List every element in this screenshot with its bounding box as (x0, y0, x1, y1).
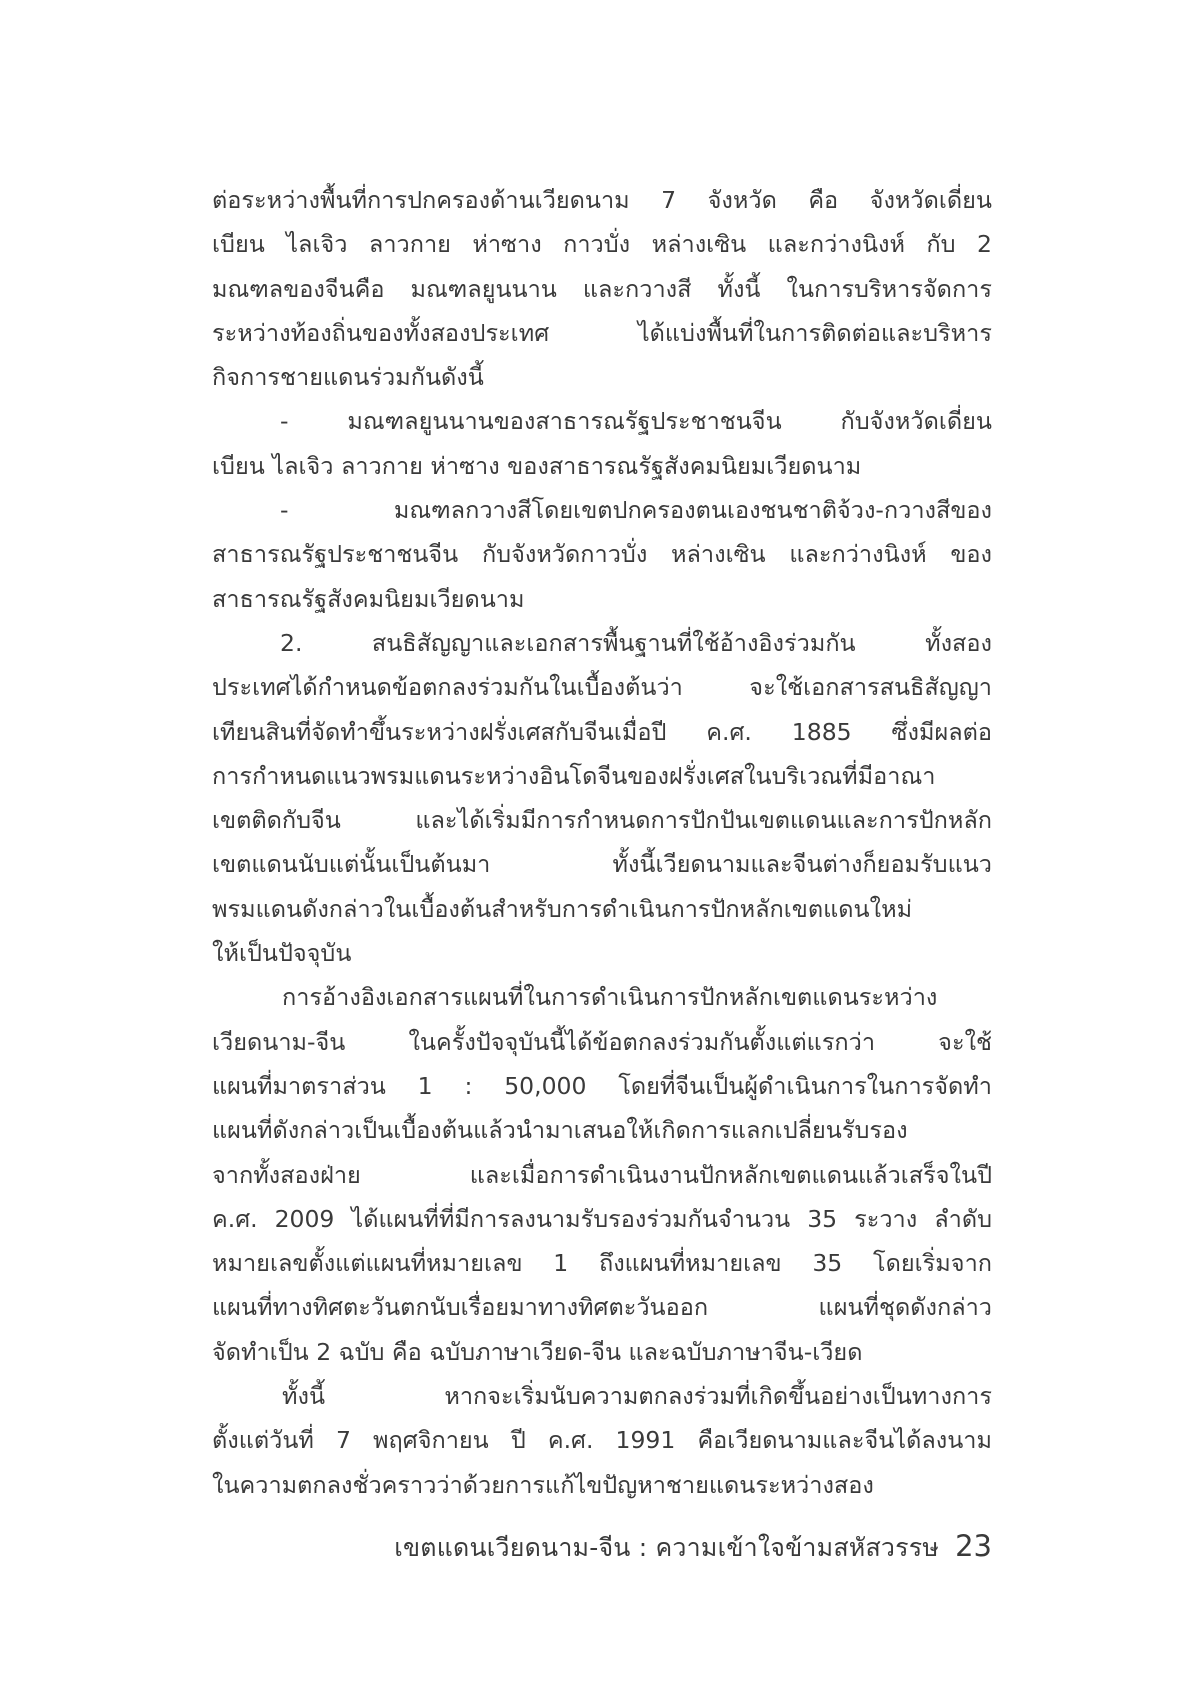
page-number: 23 (955, 1529, 992, 1563)
text-line: จัดทำเป็น 2 ฉบับ คือ ฉบับภาษาเวียด-จีน และฉบับภาษาจีน-เวียด (212, 1337, 863, 1366)
text-line: เบียน ไลเจิว ลาวกาย ห่าซาง กาวบั่ง หล่างเซิน และกว่างนิงห์ กับ 2 (212, 230, 992, 259)
text-line: - มณฑลกวางสีโดยเขตปกครองตนเองชนชาติจ้วง-กวางสีของ (280, 496, 992, 525)
text-line: ให้เป็นปัจจุบัน (212, 939, 352, 968)
text-line: ในความตกลงชั่วคราวว่าด้วยการแก้ไขปัญหาชายแดนระหว่างสอง (212, 1470, 874, 1499)
text-line: เทียนสินที่จัดทำขึ้นระหว่างฝรั่งเศสกับจีนเมื่อปี ค.ศ. 1885 ซึ่งมีผลต่อ (212, 717, 992, 746)
text-line: ค.ศ. 2009 ได้แผนที่ที่มีการลงนามรับรองร่วมกันจำนวน 35 ระวาง ลำดับ (212, 1204, 992, 1233)
body-text (212, 178, 992, 1507)
running-title: เขตแดนเวียดนาม-จีน : ความเข้าใจข้ามสหัสวรรษ (394, 1533, 940, 1562)
page-footer (212, 1528, 992, 1568)
text-line: กิจการชายแดนร่วมกันดังนี้ (212, 363, 484, 392)
text-line: ทั้งนี้ หากจะเริ่มนับความตกลงร่วมที่เกิดขึ้นอย่างเป็นทางการ (282, 1382, 992, 1411)
text-line: ระหว่างท้องถิ่นของทั้งสองประเทศ ได้แบ่งพื้นที่ในการติดต่อและบริหาร (212, 318, 992, 347)
text-line: สาธารณรัฐสังคมนิยมเวียดนาม (212, 584, 525, 613)
text-line: ตั้งแต่วันที่ 7 พฤศจิกายน ปี ค.ศ. 1991 คือเวียดนามและจีนได้ลงนาม (212, 1426, 992, 1455)
text-line: - มณฑลยูนนานของสาธารณรัฐประชาชนจีน กับจังหวัดเดี่ยน (280, 407, 992, 436)
text-line: พรมแดนดังกล่าวในเบื้องต้นสำหรับการดำเนินการปักหลักเขตแดนใหม่ (212, 894, 913, 923)
text-line: เขตแดนนับแต่นั้นเป็นต้นมา ทั้งนี้เวียดนามและจีนต่างก็ยอมรับแนว (212, 850, 992, 879)
text-line: มณฑลของจีนคือ มณฑลยูนนาน และกวางสี ทั้งนี้ ในการบริหารจัดการ (212, 274, 992, 303)
text-line: แผนที่ทางทิศตะวันตกนับเรื่อยมาทางทิศตะวันออก แผนที่ชุดดังกล่าว (212, 1293, 992, 1322)
text-line: แผนที่ดังกล่าวเป็นเบื้องต้นแล้วนำมาเสนอให้เกิดการแลกเปลี่ยนรับรอง (212, 1116, 908, 1145)
text-line: ต่อระหว่างพื้นที่การปกครองด้านเวียดนาม 7 จังหวัด คือ จังหวัดเดี่ยน (212, 186, 992, 214)
text-line: การกำหนดแนวพรมแดนระหว่างอินโดจีนของฝรั่งเศสในบริเวณที่มีอาณา (212, 761, 936, 790)
text-line: ประเทศได้กำหนดข้อตกลงร่วมกันในเบื้องต้นว่า จะใช้เอกสารสนธิสัญญา (212, 673, 992, 702)
text-line: เวียดนาม-จีน ในครั้งปัจจุบันนี้ได้ข้อตกลงร่วมกันตั้งแต่แรกว่า จะใช้ (212, 1027, 992, 1056)
text-line: การอ้างอิงเอกสารแผนที่ในการดำเนินการปักหลักเขตแดนระหว่าง (282, 983, 938, 1012)
text-line: หมายเลขตั้งแต่แผนที่หมายเลข 1 ถึงแผนที่หมายเลข 35 โดยเริ่มจาก (212, 1249, 992, 1278)
text-line: เขตติดกับจีน และได้เริ่มมีการกำหนดการปักปันเขตแดนและการปักหลัก (212, 806, 992, 835)
text-line: เบียน ไลเจิว ลาวกาย ห่าซาง ของสาธารณรัฐสังคมนิยมเวียดนาม (212, 451, 862, 480)
text-line: จากทั้งสองฝ่าย และเมื่อการดำเนินงานปักหลักเขตแดนแล้วเสร็จในปี (212, 1160, 992, 1189)
text-line: แผนที่มาตราส่วน 1 : 50,000 โดยที่จีนเป็นผู้ดำเนินการในการจัดทำ (212, 1071, 992, 1100)
text-line: 2. สนธิสัญญาและเอกสารพื้นฐานที่ใช้อ้างอิงร่วมกัน ทั้งสอง (280, 628, 992, 657)
text-line: สาธารณรัฐประชาชนจีน กับจังหวัดกาวบั่ง หล่างเซิน และกว่างนิงห์ ของ (212, 540, 992, 569)
